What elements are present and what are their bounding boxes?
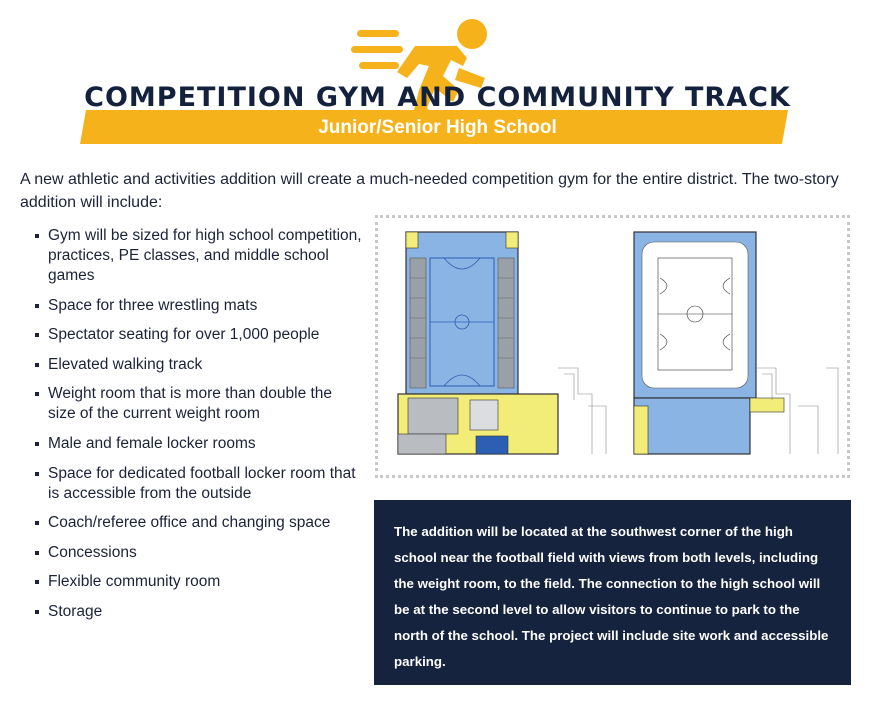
second-floor-plan: [634, 232, 838, 454]
list-item: Space for dedicated football locker room that is accessible from the outside: [33, 464, 363, 504]
info-box: The addition will be located at the southwest corner of the high school near the football field with views from both levels, including the weight room, to the field. The connection to the high school will be at the second level to allow visitors to continue to park to the north of the school. The project will include site work and accessible parking.: [374, 500, 851, 685]
list-item: Space for three wrestling mats: [33, 296, 363, 316]
list-item: Spectator seating for over 1,000 people: [33, 325, 363, 345]
list-item: Male and female locker rooms: [33, 434, 363, 454]
intro-paragraph: A new athletic and activities addition will create a much-needed competition gym for the entire district. The two-story addition will include:: [20, 171, 839, 211]
list-item: Storage: [33, 602, 363, 622]
first-floor-plan: [398, 232, 606, 454]
list-item: Elevated walking track: [33, 355, 363, 375]
page-title: COMPETITION GYM AND COMMUNITY TRACK: [84, 82, 791, 113]
list-item: Gym will be sized for high school competition, practices, PE classes, and middle school games: [33, 226, 363, 286]
list-item: Flexible community room: [33, 572, 363, 592]
page-subtitle: Junior/Senior High School: [318, 117, 557, 138]
feature-list: [33, 226, 363, 632]
list-item: Weight room that is more than double the size of the current weight room: [33, 384, 363, 424]
list-item: Coach/referee office and changing space: [33, 513, 363, 533]
floor-plans-panel: [375, 215, 850, 478]
list-item: Concessions: [33, 543, 363, 563]
